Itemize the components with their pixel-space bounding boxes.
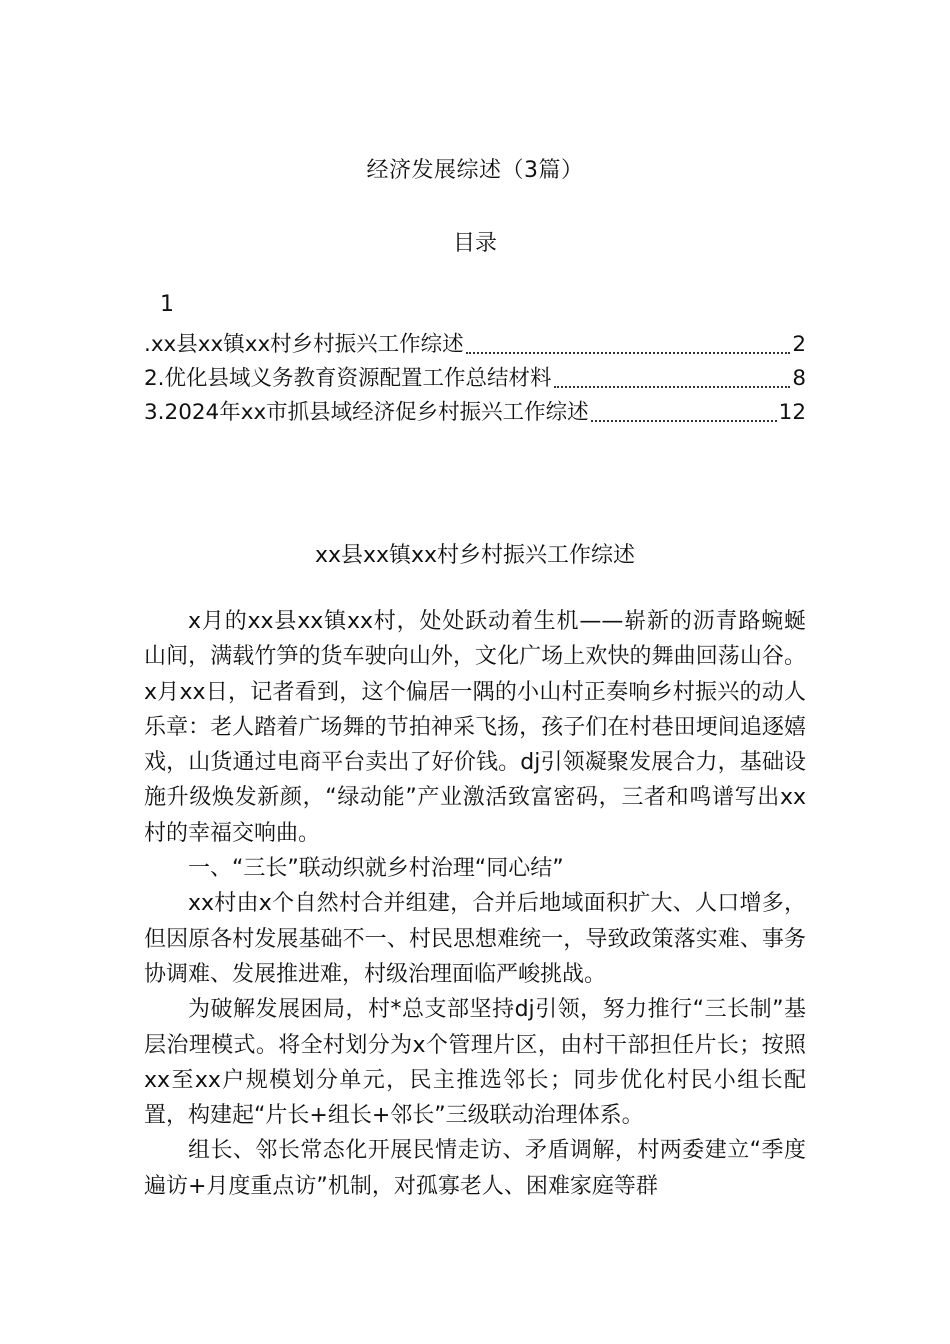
toc-entry-page: 8 [792,366,806,391]
toc-heading: 目录 [452,231,497,256]
toc-leader-dots [554,386,791,388]
article-body [144,604,806,1204]
toc-entry-page: 2 [792,332,806,357]
toc-entry[interactable] [144,395,806,429]
toc-entry-title: 3.2024年xx市抓县域经济促乡村振兴工作综述 [144,400,589,425]
document-title: 经济发展综述（3篇） [366,158,584,183]
body-paragraph: 组长、邻长常态化开展民情走访、矛盾调解，村两委建立“季度遍访+月度重点访”机制，对孤寡老人、困难家庭等群 [144,1138,806,1199]
body-paragraph: 为破解发展困局，村*总支部坚持dj引领，努力推行“三长制”基层治理模式。将全村划分为x个管理片区，由村干部担任片长；按照xx至xx户规模划分单元，民主推选邻长；同步优化村民小组长配置，构建起“片长+组长+邻长”三级联动治理体系。 [144,997,806,1129]
toc-leader-dots [591,420,777,422]
toc-entry[interactable] [144,327,806,361]
toc-entry-page: 12 [778,400,806,425]
toc-entry-1-number: 1 [160,292,174,317]
toc-leader-dots [466,352,791,354]
section-heading: 一、“三长”联动织就乡村治理“同心结” [188,856,564,882]
article-title: xx县xx镇xx村乡村振兴工作综述 [314,543,636,568]
body-paragraph: xx村由x个自然村合并组建，合并后地域面积扩大、人口增多，但因原各村发展基础不一、村民思想难统一，导致政策落实难、事务协调难、发展推进难，村级治理面临严峻挑战。 [144,891,806,987]
toc-entry-title: .xx县xx镇xx村乡村振兴工作综述 [144,332,464,357]
toc-entry-title: 2.优化县域义务教育资源配置工作总结材料 [144,366,552,391]
toc-entry[interactable] [144,361,806,395]
body-paragraph: x月的xx县xx镇xx村，处处跃动着生机——崭新的沥青路蜿蜒山间，满载竹笋的货车驶向山外，文化广场上欢快的舞曲回荡山谷。x月xx日，记者看到，这个偏居一隅的小山村正奏响乡村振兴的动人乐章：老人踏着广场舞的节拍神采飞扬，孩子们在村巷田埂间追逐嬉戏，山货通过电商平台卖出了好价钱。dj引领凝聚发展合力，基础设施升级焕发新颜，“绿动能”产业激活致富密码，三者和鸣谱写出xx村的幸福交响曲。 [144,609,806,846]
